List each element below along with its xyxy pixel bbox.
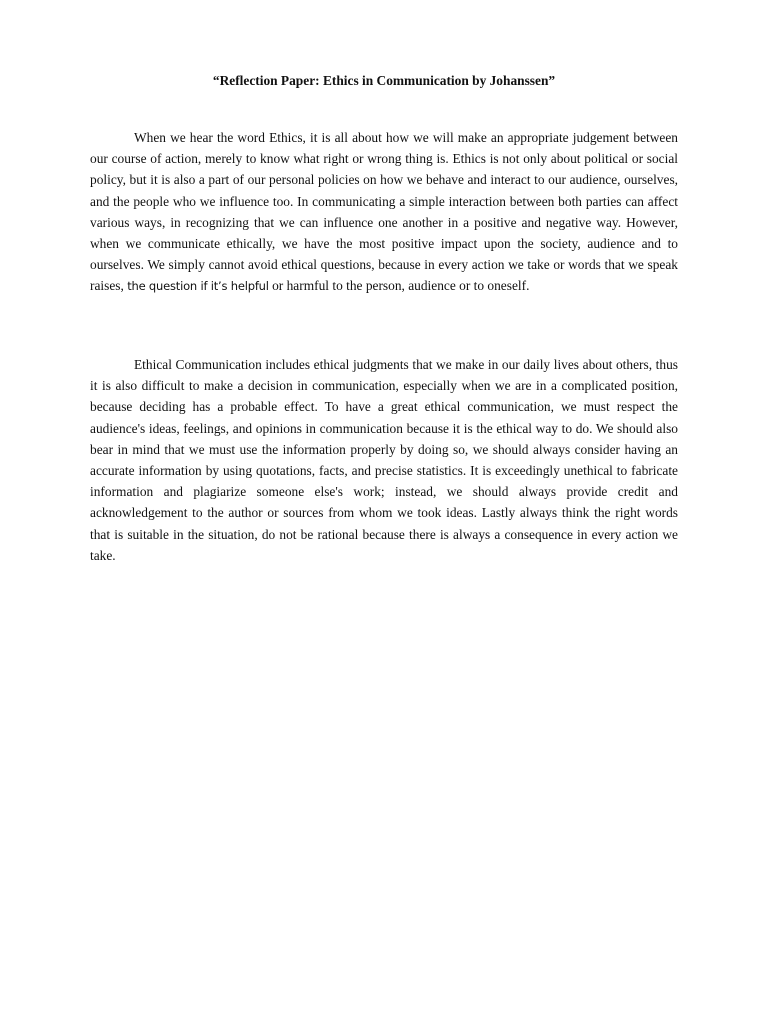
document-title: “Reflection Paper: Ethics in Communication by Johanssen” xyxy=(212,73,556,88)
paragraph-2: Ethical Communication includes ethical judgments that we make in our daily lives about others, thus it is also difficult to make a decision in communication, especially when we are in a complicated position, because deciding has a probable effect. To have a great ethical communication, we must respect the audience's ideas, feelings, and opinions in communication because it is the ethical way to do. We should also bear in mind that we must use the information properly by doing so, we should always consider having an accurate information by using quotations, facts, and precise statistics. It is exceedingly unethical to fabricate information and plagiarize someone else's work; instead, we should always provide credit and acknowledgement to the author or sources from whom we took ideas. Lastly always think the right words that is suitable in the situation, do not be rational because there is always a consequence in every action we take. xyxy=(90,357,678,563)
paragraph-1-alt-font-text: the question if it’s helpful xyxy=(127,279,269,294)
paragraph-1-tail: or harmful to the person, audience or to oneself. xyxy=(268,278,530,294)
paragraph-1-main: When we hear the word Ethics, it is all about how we will make an appropriate judgement between our course of action, merely to know what right or wrong thing is. Ethics is not only about political or social policy, but it is also a part of our personal policies on how we behave and interact to our audience, ourselves, and the people who we influence too. In communicating a simple interaction between both parties can affect various ways, in recognizing that we can influence one another in a positive and negative way. However, when we communicate ethically, we have the most positive impact upon the society, audience and to ourselves. We simply cannot avoid ethical questions, because in every action we take or words that we speak raises, xyxy=(90,130,678,294)
paragraph-1 xyxy=(90,127,678,298)
